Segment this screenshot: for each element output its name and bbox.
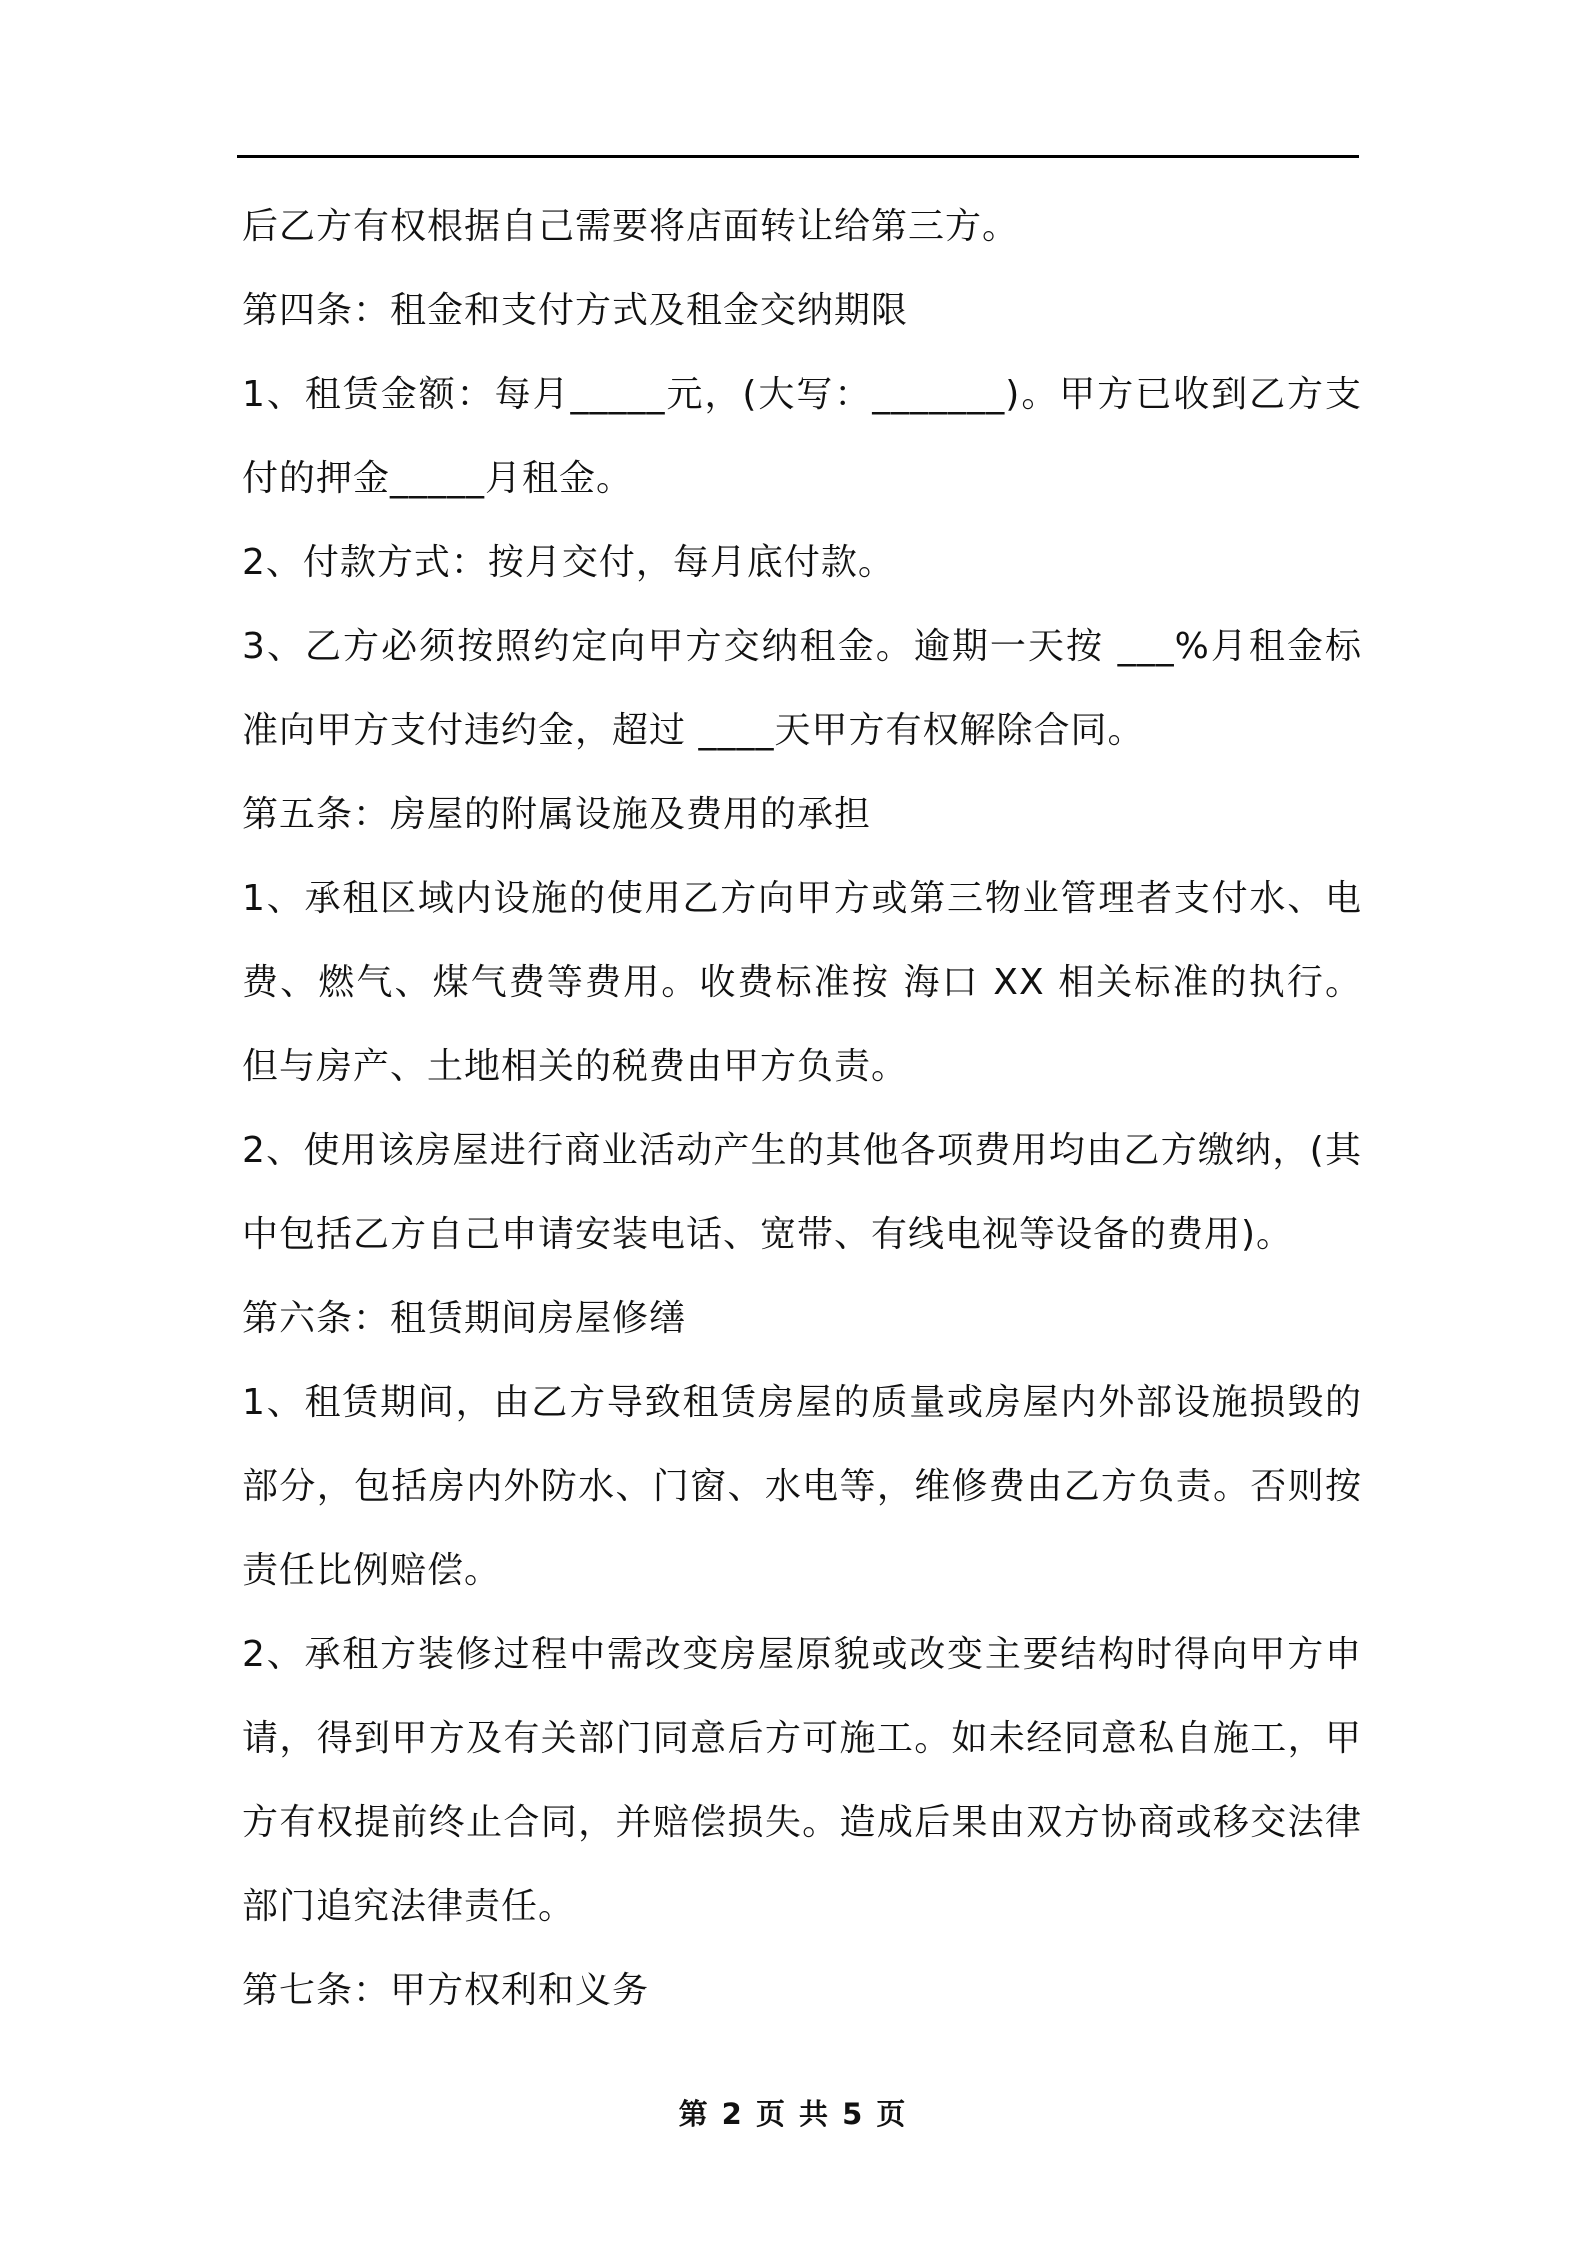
text-line: 费、燃气、煤气费等费用。收费标准按 海口 XX 相关标准的执行。 <box>242 962 1362 1003</box>
text-line: 第六条：租赁期间房屋修缮 <box>242 1298 687 1339</box>
text-line: 2、付款方式：按月交付，每月底付款。 <box>242 542 895 583</box>
text-line: 方有权提前终止合同，并赔偿损失。造成后果由双方协商或移交法律 <box>242 1802 1362 1843</box>
text-line: 责任比例赔偿。 <box>242 1550 502 1591</box>
text-line: 准向甲方支付违约金，超过 ____天甲方有权解除合同。 <box>242 710 1145 751</box>
text-line: 2、使用该房屋进行商业活动产生的其他各项费用均由乙方缴纳，(其 <box>242 1130 1362 1171</box>
text-line: 第五条：房屋的附属设施及费用的承担 <box>242 794 872 835</box>
text-line: 请，得到甲方及有关部门同意后方可施工。如未经同意私自施工，甲 <box>242 1718 1362 1759</box>
document-body <box>242 185 1362 2033</box>
page-number: 第 2 页 共 5 页 <box>678 2097 908 2131</box>
text-line: 但与房产、土地相关的税费由甲方负责。 <box>242 1046 909 1087</box>
text-line: 1、租赁金额：每月_____元，(大写：_______)。甲方已收到乙方支 <box>242 374 1362 415</box>
text-line: 第七条：甲方权利和义务 <box>242 1970 650 2011</box>
text-line: 3、乙方必须按照约定向甲方交纳租金。逾期一天按 ___%月租金标 <box>242 626 1362 667</box>
text-line: 后乙方有权根据自己需要将店面转让给第三方。 <box>242 206 1020 247</box>
text-line: 部门追究法律责任。 <box>242 1886 576 1927</box>
text-line: 中包括乙方自己申请安装电话、宽带、有线电视等设备的费用)。 <box>242 1214 1294 1255</box>
page-footer <box>0 2092 1586 2133</box>
text-line: 付的押金_____月租金。 <box>242 458 634 499</box>
text-line: 1、承租区域内设施的使用乙方向甲方或第三物业管理者支付水、电 <box>242 878 1362 919</box>
text-line: 第四条：租金和支付方式及租金交纳期限 <box>242 290 909 331</box>
text-line: 1、租赁期间，由乙方导致租赁房屋的质量或房屋内外部设施损毁的 <box>242 1382 1362 1423</box>
header-rule <box>237 155 1359 158</box>
text-line: 部分，包括房内外防水、门窗、水电等，维修费由乙方负责。否则按 <box>242 1466 1362 1507</box>
text-line: 2、承租方装修过程中需改变房屋原貌或改变主要结构时得向甲方申 <box>242 1634 1362 1675</box>
